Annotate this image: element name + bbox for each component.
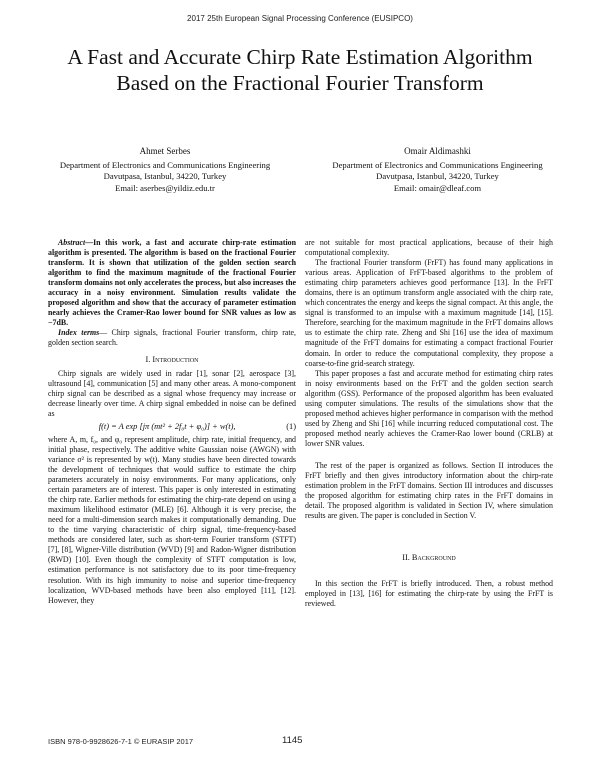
page-number: 1145 (282, 735, 303, 746)
author-department: Department of Electronics and Communications Engineering (59, 159, 271, 170)
author-address: Davutpasa, Istanbul, 34220, Turkey (103, 171, 227, 181)
intro-paragraph-1: Chirp signals are widely used in radar [1], sonar [2], aerospace [3], ultrasound [4], communication [5] and many other areas. A mono-component chirp signal can be described as a signal whose frequency may increase or decrease linearly over time. A chirp signal embedded in noise can be defined as (48, 368, 296, 418)
equation-number: (1) (286, 421, 296, 431)
conference-header: 2017 25th European Signal Processing Conference (EUSIPCO) (187, 14, 413, 23)
right-paragraph-3: This paper proposes a fast and accurate method for estimating chirp rates in noisy environments based on the FrFT and the golden section search algorithm (GSS). Performance of the proposed algorithm has been evaluated using computer simulations. The results of the simulations show that the proposed method achieves higher performance in comparison with the method used by Zheng and Shi [16] while incurring reduced computational cost. The proposed method nearly achieves the Cramer-Rao lower bound (CRLB) at lower SNR values. (305, 368, 553, 448)
right-paragraph-5: In this section the FrFT is briefly introduced. Then, a robust method employed in [13], [16] for estimating the chirp-rate by using the FrFT is reviewed. (305, 579, 553, 609)
equation-1 (48, 422, 296, 432)
author-name: Omair Aldimashki (404, 146, 471, 156)
section-heading-background: II. Background (402, 553, 456, 563)
paper-title: A Fast and Accurate Chirp Rate Estimation Algorithm Based on the Fractional Fourier Transform (67, 45, 533, 95)
author-email: Email: omair@dleaf.com (393, 182, 482, 193)
right-column (305, 238, 553, 609)
index-terms-text: — Chirp signals, fractional Fourier transform, chirp rate, golden section search. (48, 328, 296, 348)
author-block-1 (30, 146, 300, 194)
author-name: Ahmet Serbes (139, 146, 191, 156)
author-department: Department of Electronics and Communications Engineering (332, 159, 543, 170)
author-block-2 (300, 146, 575, 194)
abstract-text: —In this work, a fast and accurate chirp-rate estimation algorithm is presented. The algorithm is based on the fractional Fourier transform. It is shown that utilization of the golden section search algorithm to find the maximum magnitude of the fractional Fourier transform domains not only accelerates the process, but also increases the accuracy in a noisy environment. Simulation results validate the proposed algorithm and show that the accuracy of parameter estimation nearly achieves the Cramer-Rao lower bound for SNR values as low as −7dB. (48, 238, 296, 328)
right-paragraph-4: The rest of the paper is organized as follows. Section II introduces the FrFT briefly and then gives introductory information about the chirp-rate estimation problem in the FrFT domains. Section III introduces and discusses the proposed algorithm for estimating chirp rates in the FrFT domains in detail. The proposed algorithm is validated in Section IV, where simulation results are given. The paper is concluded in Section V. (305, 460, 553, 521)
right-paragraph-2: The fractional Fourier transform (FrFT) has found many applications in various areas. Application of FrFT-based algorithms to the problem of estimating chirp parameters achieves good performance [13]. In the FrFT domains, there is an optimum transform angle associated with the chirp rate, which concentrates the energy and keeps the signal compact. At this angle, the signal is transformed to an impulse with a maximum magnitude [14], [15]. Therefore, searching for the maximum magnitude in the FrFT domains allows us to estimate the chirp rate. Zheng and Shi [16] use the idea of maximum magnitude of the FrFT domains for estimating a compact fractional Fourier domain. In order to reduce the computational complexity, they propose a coarse-to-fine grid-search strategy. (305, 258, 553, 368)
index-terms (48, 328, 296, 348)
author-email: Email: aserbes@yildiz.edu.tr (115, 182, 215, 193)
right-paragraph-1: are not suitable for most practical applications, because of their high computational complexity. (305, 238, 553, 258)
author-address: Davutpasa, Istanbul, 34220, Turkey (376, 171, 499, 181)
equation-body: f(t) = A exp [jπ (mt² + 2f₀t + φ₀)] + w(t), (98, 421, 236, 431)
abstract-label: Abstract (58, 238, 86, 247)
footer-isbn: ISBN 978-0-9928626-7-1 © EURASIP 2017 (48, 737, 194, 746)
abstract (48, 238, 296, 328)
index-terms-label: Index terms (58, 328, 100, 338)
left-column (48, 238, 296, 606)
intro-paragraph-2: where A, m, f₀, and φ₀ represent amplitude, chirp rate, initial frequency, and initial phase, respectively. The additive white Gaussian noise (AWGN) with variance σ² is represented by w(t). Many studies have been directed towards the development of techniques that would suffice to estimate the chirp parameters accurately in noisy environments. For many applications, only certain parameters are of interest. This paper is only interested in estimating the chirp rate. Earlier methods for estimating the chirp-rate depend on using a maximum likelihood estimator (MLE) [6]. Although it is very precise, the need for a multi-dimension search makes it computationally demanding. Due to the time varying characteristic of chirp signal, time-frequency-based methods are considered later, such as short-term Fourier transform (STFT) [7], [8], Wigner-Ville distribution (WVD) [9] and Radon-Wigner distribution (RWD) [10]. Even though the complexity of STFT computation is low, estimation performance is not satisfactory due to its poor time-frequency resolution. With its high immunity to noise and superior time-frequency localization, WVD-based methods have been also employed [11], [12]. However, they (48, 434, 296, 605)
section-heading-introduction: I. Introduction (145, 354, 199, 364)
